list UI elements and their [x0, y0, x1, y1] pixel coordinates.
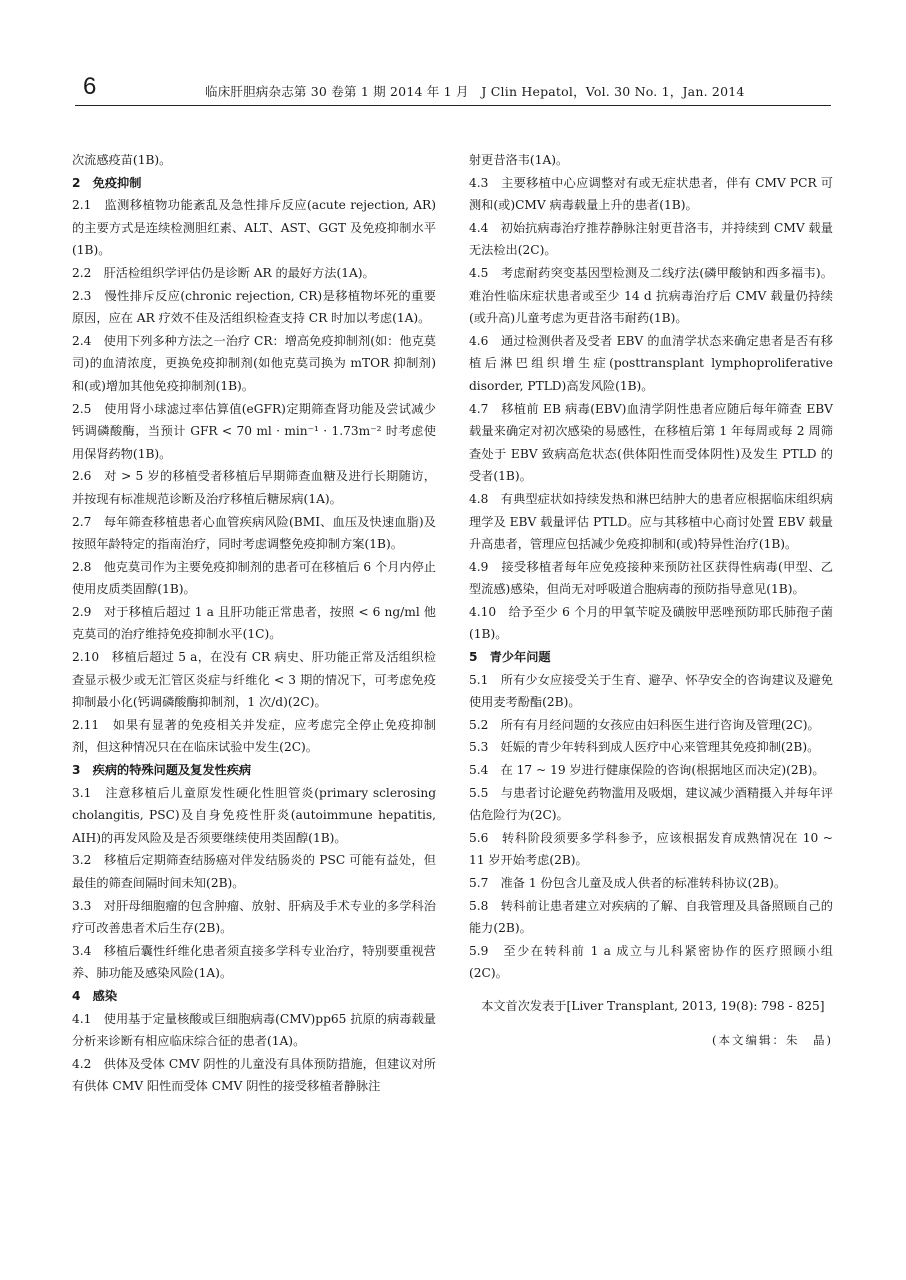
section-heading: 2 免疫抑制 [72, 175, 142, 190]
recommendation-paragraph: 3.1 注意移植后儿童原发性硬化性胆管炎(primary sclerosing cholangitis, PSC)及自身免疫性肝炎(autoimmune hepatitis, AIH)的再发风险及是否须要继续使用类固醇(1B)。 [72, 785, 436, 845]
recommendation-paragraph: 4.6 通过检测供者及受者 EBV 的血清学状态来确定患者是否有移植后淋巴组织增生症(posttransplant lymphoproliferative disorder, PTLD)高发风险(1B)。 [469, 333, 833, 393]
recommendation-paragraph: 5.9 至少在转科前 1 a 成立与儿科紧密协作的医疗照顾小组(2C)。 [469, 943, 833, 981]
recommendation-paragraph: 5.1 所有少女应接受关于生育、避孕、怀孕安全的咨询建议及避免使用麦考酚酯(2B)。 [469, 672, 833, 710]
recommendation-paragraph: 2.4 使用下列多种方法之一治疗 CR：增高免疫抑制剂(如：他克莫司)的血清浓度，更换免疫抑制剂(如他克莫司换为 mTOR 抑制剂)和(或)增加其他免疫抑制剂(1B)。 [72, 333, 436, 393]
recommendation-paragraph: 4.7 移植前 EB 病毒(EBV)血清学阴性患者应随后每年筛查 EBV 载量来确定对初次感染的易感性，在移植后第 1 年每周或每 2 周筛查处于 EBV 致病高危状态(供体阳性而受体阴性)及发生 PTLD 的受者(1B)。 [469, 401, 833, 484]
recommendation-paragraph: 5.7 准备 1 份包含儿童及成人供者的标准转科协议(2B)。 [469, 876, 787, 890]
recommendation-paragraph: 5.5 与患者讨论避免药物滥用及吸烟，建议减少酒精摄入并每年评估危险行为(2C)。 [469, 785, 833, 823]
section-heading: 5 青少年问题 [469, 650, 551, 665]
section-heading: 3 疾病的特殊问题及复发性疾病 [72, 763, 252, 778]
recommendation-paragraph: 4.1 使用基于定量核酸或巨细胞病毒(CMV)pp65 抗原的病毒载量分析来诊断有相应临床综合征的患者(1A)。 [72, 1011, 436, 1049]
recommendation-paragraph: 4.9 接受移植者每年应免疫接种来预防社区获得性病毒(甲型、乙型流感)感染，但尚无对呼吸道合胞病毒的预防指导意见(1B)。 [469, 559, 833, 597]
recommendation-paragraph: 2.2 肝活检组织学评估仍是诊断 AR 的最好方法(1A)。 [72, 265, 375, 280]
recommendation-paragraph: 3.3 对肝母细胞瘤的包含肿瘤、放射、肝病及手术专业的多学科治疗可改善患者术后生存(2B)。 [72, 898, 436, 936]
recommendation-paragraph: 4.4 初始抗病毒治疗推荐静脉注射更昔洛韦，并持续到 CMV 载量无法检出(2C)。 [469, 220, 833, 258]
recommendation-paragraph: 2.9 对于移植后超过 1 a 且肝功能正常患者，按照 < 6 ng/ml 他克莫司的治疗维持免疫抑制水平(1C)。 [72, 604, 436, 642]
right-column [469, 149, 833, 1051]
left-column [72, 149, 436, 1098]
recommendation-paragraph: 4.2 供体及受体 CMV 阴性的儿童没有具体预防措施，但建议对所有供体 CMV 阳性而受体 CMV 阴性的接受移植者静脉注 [72, 1056, 436, 1094]
recommendation-paragraph: 5.2 所有有月经问题的女孩应由妇科医生进行咨询及管理(2C)。 [469, 717, 820, 732]
header-divider [75, 105, 831, 106]
recommendation-paragraph: 3.4 移植后囊性纤维化患者须直接多学科专业治疗，特别要重视营养、肺功能及感染风险(1A)。 [72, 943, 436, 981]
recommendation-paragraph: 5.6 转科阶段须要多学科参予，应该根据发育成熟情况在 10 ~ 11 岁开始考虑(2B)。 [469, 830, 833, 868]
recommendation-paragraph: 4.8 有典型症状如持续发热和淋巴结肿大的患者应根据临床组织病理学及 EBV 载量评估 PTLD。应与其移植中心商讨处置 EBV 载量升高患者，管理应包括减少免疫抑制和(或)特异性治疗(1B)。 [469, 491, 833, 552]
recommendation-paragraph: 2.5 使用肾小球滤过率估算值(eGFR)定期筛查肾功能及尝试减少钙调磷酸酶，当预计 GFR < 70 ml · min⁻¹ · 1.73m⁻² 时考虑使用保肾药物(1B)。 [72, 401, 436, 461]
recommendation-paragraph: 2.8 他克莫司作为主要免疫抑制剂的患者可在移植后 6 个月内停止使用皮质类固醇(1B)。 [72, 559, 436, 597]
recommendation-paragraph: 3.2 移植后定期筛查结肠癌对伴发结肠炎的 PSC 可能有益处，但最佳的筛查间隔时间未知(2B)。 [72, 853, 436, 890]
recommendation-paragraph: 2.3 慢性排斥反应(chronic rejection, CR)是移植物坏死的重要原因，应在 AR 疗效不佳及活组织检查支持 CR 时加以考虑(1A)。 [72, 288, 436, 326]
recommendation-paragraph: 2.11 如果有显著的免疫相关并发症，应考虑完全停止免疫抑制剂，但这种情况只在在临床试验中发生(2C)。 [72, 717, 436, 755]
recommendation-paragraph: 2.1 监测移植物功能紊乱及急性排斥反应(acute rejection, AR)的主要方式是连续检测胆红素、ALT、AST、GGT 及免疫抑制水平(1B)。 [72, 198, 436, 258]
recommendation-paragraph: 5.8 转科前让患者建立对疾病的了解、自我管理及具备照顾自己的能力(2B)。 [469, 898, 833, 936]
recommendation-paragraph: 4.10 给予至少 6 个月的甲氧苄啶及磺胺甲恶唑预防耶氏肺孢子菌(1B)。 [469, 604, 833, 642]
recommendation-paragraph: 5.3 妊娠的青少年转科到成人医疗中心来管理其免疫抑制(2B)。 [469, 740, 820, 755]
recommendation-paragraph: 次流感疫苗(1B)。 [72, 153, 172, 167]
section-heading: 4 感染 [72, 988, 118, 1003]
recommendation-paragraph: 5.4 在 17 ~ 19 岁进行健康保险的咨询(根据地区而决定)(2B)。 [469, 763, 825, 778]
recommendation-paragraph: 射更昔洛韦(1A)。 [469, 153, 569, 167]
page-number: 6 [83, 73, 97, 100]
editor-credit: (本文编辑：朱 晶) [712, 1032, 833, 1047]
source-citation: 本文首次发表于[Liver Transplant, 2013, 19(8): 798 - 825] [481, 998, 825, 1013]
running-header [75, 73, 831, 106]
recommendation-paragraph: 4.3 主要移植中心应调整对有或无症状患者，伴有 CMV PCR 可测和(或)CMV 病毒载量上升的患者(1B)。 [469, 175, 833, 213]
recommendation-paragraph: 2.6 对 > 5 岁的移植受者移植后早期筛查血糖及进行长期随访，并按现有标准规范诊断及治疗移植后糖尿病(1A)。 [72, 469, 436, 506]
recommendation-paragraph: 2.7 每年筛查移植患者心血管疾病风险(BMI、血压及快速血脂)及按照年龄特定的指南治疗，同时考虑调整免疫抑制方案(1B)。 [72, 514, 436, 552]
journal-running-head: 临床肝胆病杂志第 30 卷第 1 期 2014 年 1 月 J Clin Hepatol，Vol. 30 No. 1，Jan. 2014 [205, 84, 745, 99]
recommendation-paragraph: 4.5 考虑耐药突变基因型检测及二线疗法(磷甲酸钠和西多福韦)。难治性临床症状患者或至少 14 d 抗病毒治疗后 CMV 载量仍持续(或升高)儿童考虑为更昔洛韦耐药(1B)。 [469, 265, 833, 326]
recommendation-paragraph: 2.10 移植后超过 5 a，在没有 CR 病史、肝功能正常及活组织检查显示极少或无汇管区炎症与纤维化 < 3 期的情况下，可考虑免疫抑制最小化(钙调磷酸酶抑制剂，1 次/d)(2C)。 [72, 650, 436, 710]
